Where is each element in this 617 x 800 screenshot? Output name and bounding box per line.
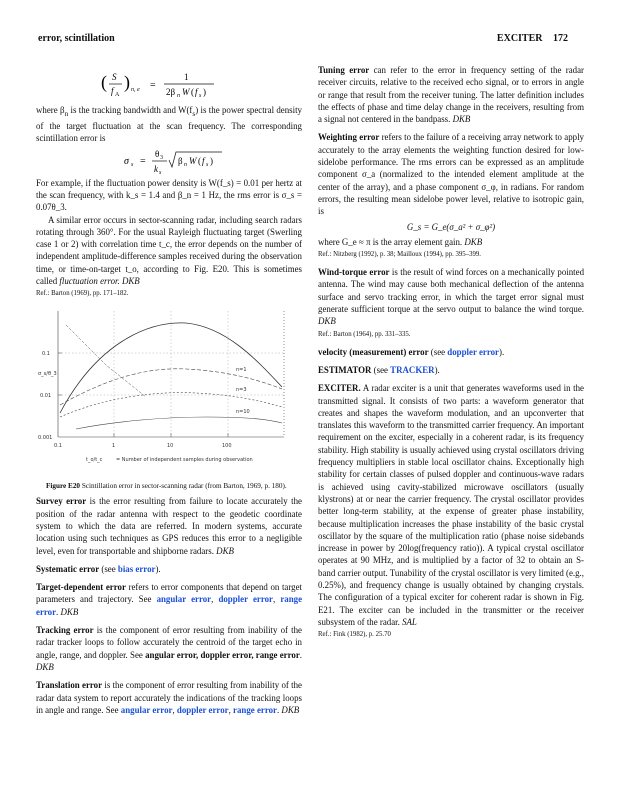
svg-text:β: β: [178, 155, 183, 166]
paragraph-element-gain: where G_e ≈ π is the array element gain. DKB: [318, 236, 483, 247]
link-doppler-error-3[interactable]: doppler error: [447, 346, 499, 357]
svg-text:s: s: [131, 161, 134, 168]
entry-estimator: ESTIMATOR (see TRACKER).: [318, 364, 440, 375]
entry-systematic-error: Systematic error (see bias error).: [36, 563, 161, 574]
svg-text:θ: θ: [155, 148, 160, 159]
paragraph-sector-scan: A similar error occurs in sector-scanning radar, including search radars rotating through 360°. For the usual Rayleigh fluctuating target (Swerling case 1 or 2) with correlation time t_c, the error depends on the number of independent amplitude-difference samples received during the observation time, or time-on-target t_o, according to Fig. E20. This is sometimes called fluctuation error. DKB: [36, 214, 302, 287]
chart-ytick-0.01: 0.01: [40, 393, 52, 400]
figure-e20-caption: Figure E20 Scintillation error in sector-scanning radar (from Barton, 1969, p. 180).: [46, 482, 287, 491]
chart-curve-label-n10: n=10: [236, 409, 250, 416]
entry-exciter: EXCITER. A radar exciter is a unit that generates waveforms used in the transmitted signal. It consists of two parts: a waveform generator that creates and shapes the waveform modulation, and an upconverter that translates this waveform to the transmitted carrier frequency. An important requirement on the exciter, especially in a coherent radar, is its frequency stability. High stability is usually achieved using crystal oscillators driving frequency multipliers in stable local oscillator chains. Exceptionally high stability for certain classes of pulsed doppler and continuous-wave radars is achieved using cavity-stabilized microwave oscillators (usually klystrons) at or near the carrier frequency. The crystal oscillator provides better long-term stability, at the expense of greater phase instability, because multiplication increases the phase instability of the basic crystal oscillator by the square of the multiplication ratio (phase noise sidebands increase in power by 20log(frequency ratio)). A typical crystal oscillator operates at 90 MHz, and is multiplied by a factor of 32 to obtain an S-band carrier output. Tunability of the crystal oscillator is very limited (e.g., 0.25%), and frequency change is usually obtained by changing crystals. The configuration of a typical exciter for coherent radar is shown in Fig. E21. The exciter can be included in the transmitter or the receiver subsystem of the radar. SAL: [318, 383, 584, 627]
svg-text:W: W: [189, 155, 197, 166]
entry-survey-error: Survey error is the error resulting from failure to locate accurately the position of the radar antenna with respect to the geodetic coordinate system to which the data are referred. In modern systems, accurate location using such techniques as GPS reduces this error to a negligible level, even for transportable and shipborne radars. DKB: [36, 496, 302, 556]
chart-curve-label-n3: n=3: [236, 387, 247, 394]
equation-sidelobe-gain: G_s = G_e(σ_a² + σ_φ²): [406, 221, 496, 232]
chart-xtick-10: 10: [167, 443, 174, 450]
chart-ytick-0.1: 0.1: [42, 351, 50, 358]
chart-xtick-1: 1: [112, 443, 116, 450]
left-column: [36, 64, 302, 716]
svg-text:(: (: [191, 87, 194, 97]
chart-xtick-0.1: 0.1: [54, 443, 62, 450]
svg-text:n: n: [177, 93, 180, 99]
link-range-error[interactable]: range error: [36, 594, 303, 617]
reference-barton-1969: Ref.: Barton (1969), pp. 171–182.: [36, 290, 129, 298]
entry-target-dependent-error: Target-dependent error refers to error components that depend on target parameters and trajectory. See angular error, doppler error, range error. DKB: [36, 582, 303, 617]
equation-scan-ratio: [36, 64, 302, 104]
svg-text:(: (: [198, 155, 201, 166]
running-header-right: EXCITER 172: [496, 33, 568, 44]
link-bias-error[interactable]: bias error: [117, 563, 156, 574]
svg-text:f: f: [111, 86, 114, 96]
svg-text:s: s: [159, 169, 162, 176]
svg-text:n, e: n, e: [131, 87, 140, 93]
svg-text:σ: σ: [124, 155, 129, 167]
link-doppler-error-2[interactable]: doppler error: [176, 704, 229, 715]
svg-text:s: s: [206, 161, 209, 168]
svg-text:n: n: [184, 161, 187, 168]
svg-text:k: k: [154, 163, 158, 174]
paragraph-psd: where $\beta_n$ is the tracking bandwidth and $W(f_s)$ is the power spectral density of the target fluctuation at the scan frequency. The corresponding scintillation error is: [36, 105, 302, 144]
running-header-left: error, scintillation: [38, 33, 115, 44]
reference-barton-1964: Ref.: Barton (1964), pp. 331–335.: [318, 330, 411, 338]
svg-text:2β: 2β: [166, 87, 176, 97]
svg-text:): ): [203, 87, 206, 97]
svg-text:A: A: [115, 92, 120, 98]
svg-text:): ): [124, 72, 130, 92]
svg-text:(: (: [101, 72, 107, 92]
svg-text:f: f: [202, 155, 205, 166]
chart-ytick-0.001: 0.001: [38, 435, 53, 442]
svg-text:S: S: [112, 72, 117, 82]
chart-xlabel-note: = Number of independent samples during observation: [116, 457, 253, 464]
paragraph-example: For example, if the fluctuation power density is W(f_s) = 0.01 per hertz at the scan frequency, with k_s = 1.4 and β_n = 1 Hz, the rms error is σ_s = 0.07θ_3.: [36, 177, 302, 213]
chart-xlabel: t_o/t_c: [86, 457, 103, 464]
reference-nitzberg: Ref.: Nitzberg (1992), p. 38; Mailloux (1994), pp. 395–399.: [318, 251, 481, 259]
svg-text:1: 1: [184, 72, 189, 82]
svg-text:): ): [210, 155, 213, 166]
svg-text:s: s: [199, 93, 202, 99]
entry-tuning-error: Tuning error can refer to the error in frequency setting of the radar receiver circuits, relative to the received echo signal, or to errors in angle or range that result from the receiver tuning. The latter definition includes the effects of phase and time delay change in the receivers, resulting from a signal not centered in the bandpass. DKB: [318, 65, 584, 125]
link-angular-error[interactable]: angular error: [156, 594, 212, 605]
entry-weighting-error: Weighting error refers to the failure of a receiving array network to apply accurately to the array elements the weighting function desired for low-sidelobe performance. The rms errors can be expressed as an amplitude component σ_a (normalized to the intended element amplitude at the center of the array), and a phase component σ_φ, in radians. For random errors, the resulting mean sidelobe power level, relative to isotropic gain, is: [318, 132, 584, 217]
entry-velocity-error: velocity (measurement) error (see doppler error).: [318, 346, 505, 357]
link-range-error-2[interactable]: range error: [233, 704, 277, 715]
equation-scintillation-error: [36, 145, 302, 177]
entry-wind-torque-error: Wind-torque error is the result of wind forces on a mechanically pointed antenna. The wind may cause both mechanical deflection of the antenna surface and servo tracking error, in which the target error signal must generate sufficient torque at the servo output to balance the wind torque. DKB: [318, 267, 585, 327]
chart-xtick-100: 100: [222, 443, 232, 450]
link-angular-error-2[interactable]: angular error: [120, 704, 173, 715]
svg-text:W: W: [182, 87, 190, 97]
svg-text:=: =: [150, 80, 156, 91]
right-column: [318, 64, 584, 646]
link-tracker[interactable]: TRACKER: [390, 364, 435, 375]
entry-tracking-error: Tracking error is the component of error resulting from inability of the radar tracker loops to follow accurately the centroid of the target echo in angle, range, and doppler. See angular error, doppler error, range error. DKB: [36, 625, 302, 672]
chart-ylabel: σ_s/θ_3: [38, 371, 57, 378]
svg-text:3: 3: [160, 154, 163, 161]
svg-text:=: =: [140, 155, 146, 167]
chart-curve-label-n1: n=1: [236, 367, 247, 374]
reference-fink: Ref.: Fink (1982), p. 25.70: [318, 631, 391, 639]
svg-text:f: f: [195, 87, 198, 97]
figure-e20-chart: [36, 305, 302, 477]
link-doppler-error[interactable]: doppler error: [218, 594, 273, 605]
entry-translation-error: Translation error is the component of error resulting from inability of the radar data system to report accurately the indications of the tracking loops in angle and range. See angular error, doppler error, range error. DKB: [36, 680, 302, 715]
